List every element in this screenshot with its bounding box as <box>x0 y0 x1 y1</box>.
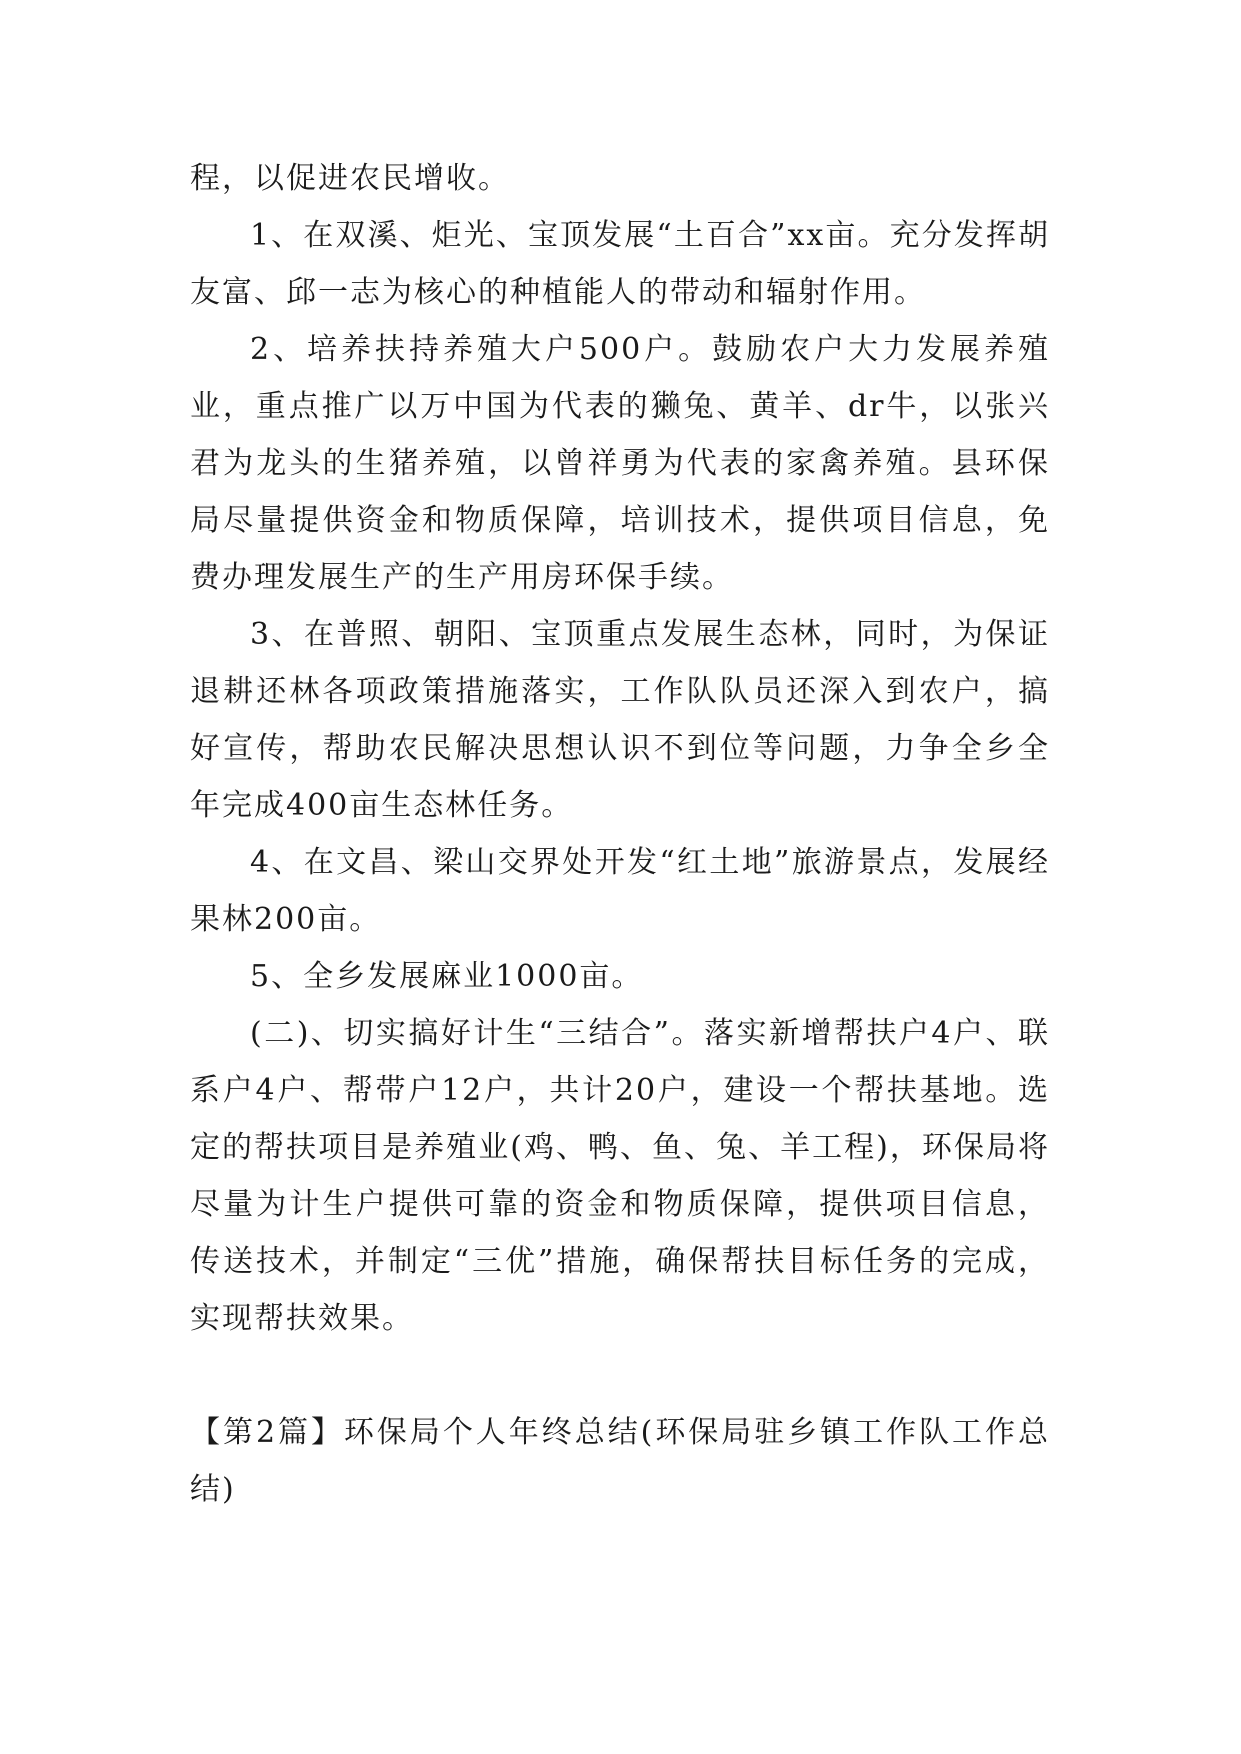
paragraph-item-3: 3、在普照、朝阳、宝顶重点发展生态林，同时，为保证退耕还林各项政策措施落实，工作队队员还深入到农户，搞好宣传，帮助农民解决思想认识不到位等问题，力争全乡全年完成400亩生态林任务。 <box>190 617 1050 823</box>
paragraph-item-2: 2、培养扶持养殖大户500户。鼓励农户大力发展养殖业，重点推广以万中国为代表的獭兔、黄羊、dr牛，以张兴君为龙头的生猪养殖，以曾祥勇为代表的家禽养殖。县环保局尽量提供资金和物质保障，培训技术，提供项目信息，免费办理发展生产的生产用房环保手续。 <box>190 332 1050 595</box>
section-heading: 【第2篇】环保局个人年终总结(环保局驻乡镇工作队工作总结) <box>190 1415 1050 1507</box>
document-body <box>190 150 1050 1518</box>
paragraph-item-5: 5、全乡发展麻业1000亩。 <box>250 959 644 994</box>
paragraph-continuation: 程，以促进农民增收。 <box>190 161 510 196</box>
paragraph-item-4: 4、在文昌、梁山交界处开发“红土地”旅游景点，发展经果林200亩。 <box>190 845 1050 937</box>
paragraph-section-2: (二)、切实搞好计生“三结合”。落实新增帮扶户4户、联系户4户、帮带户12户，共计20户，建设一个帮扶基地。选定的帮扶项目是养殖业(鸡、鸭、鱼、兔、羊工程)，环保局将尽量为计生户提供可靠的资金和物质保障，提供项目信息，传送技术，并制定“三优”措施，确保帮扶目标任务的完成，实现帮扶效果。 <box>190 1016 1050 1336</box>
section-spacer <box>190 1347 1050 1404</box>
paragraph-item-1: 1、在双溪、炬光、宝顶发展“土百合”xx亩。充分发挥胡友富、邱一志为核心的种植能人的带动和辐射作用。 <box>190 218 1050 310</box>
